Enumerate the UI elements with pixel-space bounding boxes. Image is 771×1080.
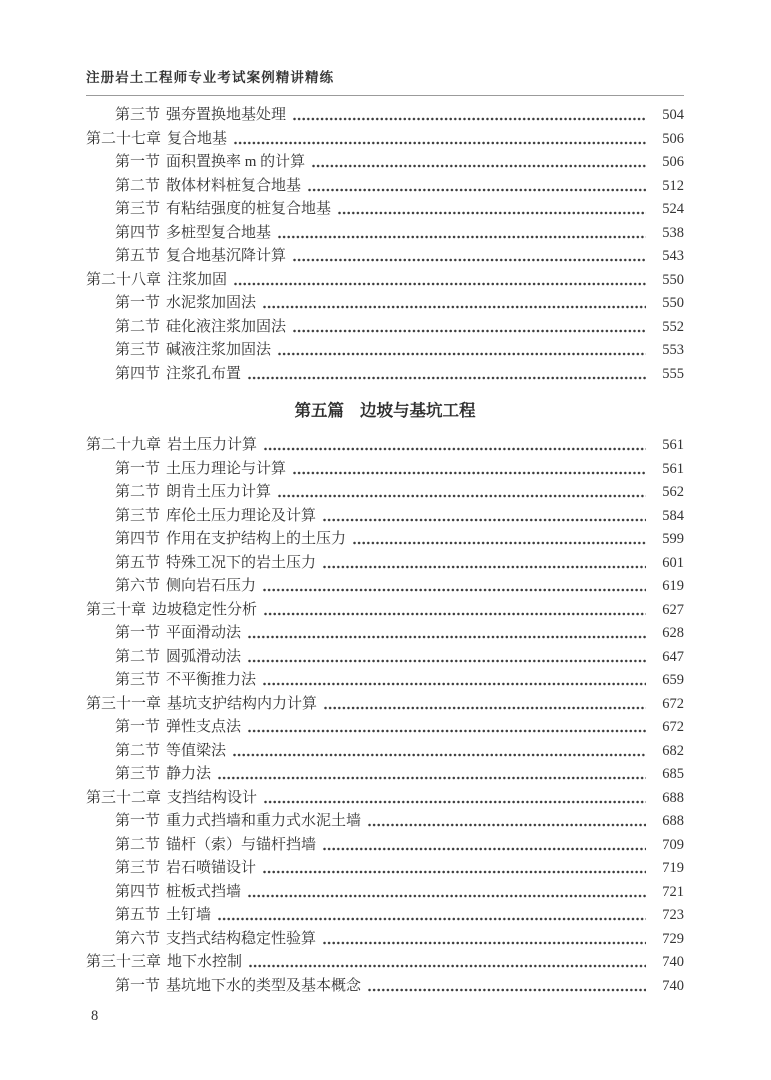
dot-leader [263, 305, 646, 310]
toc-row [86, 104, 684, 128]
toc-entry-label: 第一节 [115, 460, 161, 477]
toc-entry-title: 岩石喷锚设计 [166, 860, 257, 876]
toc-row [86, 269, 684, 293]
toc-row [86, 693, 684, 717]
toc-entry-page: 555 [662, 365, 684, 382]
toc-entry-page: 740 [662, 977, 684, 994]
toc-entry-page: 562 [662, 484, 684, 500]
toc-entry-page: 647 [662, 648, 684, 665]
toc-entry-page: 729 [662, 930, 684, 947]
toc-entry-title: 硅化液注浆加固法 [166, 318, 287, 335]
dot-leader [233, 753, 646, 758]
dot-leader [234, 141, 646, 146]
toc-entry-label: 第一节 [115, 295, 161, 311]
toc-entry-label: 第二节 [115, 484, 161, 500]
toc-row [86, 834, 684, 858]
toc-row [86, 575, 684, 599]
toc-entry-title: 不平衡推力法 [166, 672, 257, 688]
dot-leader [312, 164, 646, 169]
toc-row [86, 904, 684, 928]
toc-entry-page: 601 [662, 554, 684, 571]
dot-leader [323, 941, 646, 946]
toc-row [86, 975, 684, 999]
toc-entry-page: 512 [662, 177, 684, 194]
toc-entry-label: 第三节 [115, 766, 161, 782]
toc-entry-page: 506 [662, 130, 684, 147]
toc-row [86, 857, 684, 881]
dot-leader [218, 917, 646, 922]
dot-leader [278, 235, 646, 240]
toc-row [86, 763, 684, 787]
toc-entry-title: 水泥浆加固法 [166, 295, 257, 311]
toc-row [86, 175, 684, 199]
dot-leader [293, 329, 646, 334]
toc-entry-label: 第二十九章 [86, 437, 162, 453]
dot-leader [308, 188, 646, 193]
toc-entry-label: 第一节 [115, 719, 161, 735]
toc-row [86, 599, 684, 623]
dot-leader [248, 894, 646, 899]
toc-entry-page: 584 [662, 507, 684, 524]
toc-entry-title: 碱液注浆加固法 [166, 342, 272, 358]
dot-leader [264, 612, 646, 617]
page-number: 8 [91, 1008, 99, 1024]
toc-entry-label: 第四节 [115, 531, 161, 547]
toc-entry-label: 第三十章 [86, 601, 147, 618]
toc-entry-title: 库伦土压力理论及计算 [166, 507, 317, 524]
dot-leader [263, 588, 646, 593]
toc-entry-page: 538 [662, 224, 684, 241]
toc-entry-page: 628 [662, 625, 684, 641]
toc-entry-label: 第四节 [115, 883, 161, 900]
toc-entry-title: 土钉墙 [166, 907, 212, 923]
toc-entry-label: 第二节 [115, 177, 161, 194]
toc-entry-label: 第三节 [115, 507, 161, 524]
toc-entry-label: 第三节 [115, 672, 161, 688]
dot-leader [248, 376, 646, 381]
toc-entry-label: 第六节 [115, 578, 161, 594]
toc-entry-page: 672 [662, 719, 684, 735]
dot-leader [368, 823, 646, 828]
dot-leader [293, 258, 646, 263]
toc-entry-page: 561 [662, 437, 684, 453]
dot-leader [323, 847, 646, 852]
header-rule [86, 95, 684, 96]
toc-row [86, 810, 684, 834]
toc-row [86, 363, 684, 387]
toc-entry-title: 桩板式挡墙 [166, 883, 242, 900]
toc-entry-title: 散体材料桩复合地基 [166, 177, 302, 194]
toc-entry-page: 552 [662, 318, 684, 335]
dot-leader [248, 729, 646, 734]
dot-leader [263, 682, 646, 687]
toc-entry-page: 721 [662, 883, 684, 900]
toc-entry-page: 524 [662, 201, 684, 217]
toc-row [86, 434, 684, 458]
dot-leader [278, 494, 646, 499]
toc-row [86, 245, 684, 269]
toc-entry-label: 第三十一章 [86, 695, 162, 712]
toc-entry-label: 第三节 [115, 860, 161, 876]
toc-entry-title: 注浆加固 [167, 271, 228, 288]
dot-leader [248, 659, 646, 664]
part-heading-title: 边坡与基坑工程 [360, 401, 476, 420]
toc-entry-label: 第三十二章 [86, 789, 162, 806]
toc-entry-title: 岩土压力计算 [167, 437, 258, 453]
dot-leader [264, 800, 646, 805]
toc-entry-title: 锚杆（索）与锚杆挡墙 [166, 836, 317, 853]
toc-entry-label: 第一节 [115, 813, 161, 829]
toc-row [86, 292, 684, 316]
part-heading [86, 396, 684, 422]
running-header-title: 注册岩土工程师专业考试案例精讲精练 [86, 70, 335, 85]
dot-leader [368, 988, 646, 993]
toc-entry-page: 709 [662, 836, 684, 853]
toc-entry-page: 561 [662, 460, 684, 477]
toc-row [86, 151, 684, 175]
toc-entry-page: 682 [662, 742, 684, 759]
toc-row [86, 646, 684, 670]
toc-row [86, 316, 684, 340]
toc-entry-label: 第四节 [115, 365, 161, 382]
toc-entry-title: 静力法 [166, 766, 212, 782]
toc-entry-title: 支挡结构设计 [167, 789, 258, 806]
toc-row [86, 669, 684, 693]
toc-entry-page: 685 [662, 766, 684, 782]
dot-leader [249, 964, 646, 969]
toc-entry-label: 第四节 [115, 224, 161, 241]
dot-leader [324, 706, 646, 711]
toc-entry-title: 重力式挡墙和重力式水泥土墙 [166, 813, 362, 829]
toc-entry-title: 多桩型复合地基 [166, 224, 272, 241]
toc-entry-title: 地下水控制 [167, 954, 243, 970]
dot-leader [263, 870, 646, 875]
toc-entry-label: 第一节 [115, 154, 161, 170]
dot-leader [323, 518, 646, 523]
toc-entry-label: 第三十三章 [86, 954, 162, 970]
toc-entry-title: 平面滑动法 [166, 625, 242, 641]
dot-leader [293, 471, 646, 476]
toc-entry-page: 599 [662, 531, 684, 547]
toc-entry-title: 土压力理论与计算 [166, 460, 287, 477]
dot-leader [248, 635, 646, 640]
toc-entry-title: 特殊工况下的岩土压力 [166, 554, 317, 571]
toc-row [86, 458, 684, 482]
toc-entry-title: 面积置换率 m 的计算 [166, 154, 306, 170]
toc-entry-label: 第一节 [115, 977, 161, 994]
toc-entry-title: 弹性支点法 [166, 719, 242, 735]
toc-entry-label: 第二十八章 [86, 271, 162, 288]
toc-entry-title: 有粘结强度的桩复合地基 [166, 201, 332, 217]
toc-row [86, 505, 684, 529]
running-header [86, 70, 684, 96]
toc-entry-page: 550 [662, 271, 684, 288]
dot-leader [338, 211, 646, 216]
dot-leader [323, 565, 646, 570]
dot-leader [264, 447, 646, 452]
toc-entry-label: 第三节 [115, 201, 161, 217]
toc-entry-page: 740 [662, 954, 684, 970]
toc-entry-label: 第三节 [115, 107, 161, 123]
toc-entry-label: 第二节 [115, 648, 161, 665]
toc-entry-title: 侧向岩石压力 [166, 578, 257, 594]
toc-row [86, 951, 684, 975]
toc-entry-page: 550 [662, 295, 684, 311]
toc-entry-label: 第五节 [115, 248, 161, 264]
toc-entry-title: 强夯置换地基处理 [166, 107, 287, 123]
toc-entry-title: 基坑支护结构内力计算 [167, 695, 318, 712]
toc-entry-page: 553 [662, 342, 684, 358]
part-heading-label: 第五篇 [294, 401, 344, 420]
toc-row [86, 339, 684, 363]
toc-entry-title: 圆弧滑动法 [166, 648, 242, 665]
toc-entry-page: 659 [662, 672, 684, 688]
toc-entry-title: 朗肯土压力计算 [166, 484, 272, 500]
toc-row [86, 740, 684, 764]
toc-row [86, 222, 684, 246]
toc-entry-label: 第一节 [115, 625, 161, 641]
dot-leader [278, 352, 646, 357]
toc-entry-page: 672 [662, 695, 684, 712]
toc-entry-label: 第五节 [115, 554, 161, 571]
toc-entry-page: 719 [662, 860, 684, 876]
dot-leader [293, 117, 646, 122]
toc-entry-page: 506 [662, 154, 684, 170]
toc-row [86, 622, 684, 646]
toc-entry-title: 复合地基 [167, 130, 228, 147]
toc-entry-label: 第二节 [115, 318, 161, 335]
toc-entry-label: 第六节 [115, 930, 161, 947]
toc-entry-title: 复合地基沉降计算 [166, 248, 287, 264]
dot-leader [234, 282, 646, 287]
toc-entry-page: 504 [662, 107, 684, 123]
toc-entry-title: 作用在支护结构上的土压力 [166, 531, 347, 547]
toc-entry-page: 543 [662, 248, 684, 264]
toc-row [86, 716, 684, 740]
toc-entry-label: 第五节 [115, 907, 161, 923]
toc-entry-label: 第二十七章 [86, 130, 162, 147]
toc-entry-title: 边坡稳定性分析 [152, 601, 258, 618]
toc-row [86, 881, 684, 905]
toc-row [86, 528, 684, 552]
toc-entry-page: 688 [662, 789, 684, 806]
toc-row [86, 928, 684, 952]
toc-entry-label: 第二节 [115, 742, 161, 759]
toc-entry-page: 627 [662, 601, 684, 618]
toc-row [86, 481, 684, 505]
toc-row [86, 787, 684, 811]
toc-entry-title: 注浆孔布置 [166, 365, 242, 382]
toc-entry-page: 688 [662, 813, 684, 829]
toc-entry-title: 支挡式结构稳定性验算 [166, 930, 317, 947]
toc-entry-page: 723 [662, 907, 684, 923]
toc-row [86, 552, 684, 576]
toc-entry-label: 第二节 [115, 836, 161, 853]
toc-row [86, 128, 684, 152]
toc-entry-page: 619 [662, 578, 684, 594]
toc-row [86, 198, 684, 222]
dot-leader [353, 541, 646, 546]
toc-list [86, 104, 684, 998]
toc-entry-title: 等值梁法 [166, 742, 227, 759]
toc-entry-label: 第三节 [115, 342, 161, 358]
dot-leader [218, 776, 646, 781]
toc-entry-title: 基坑地下水的类型及基本概念 [166, 977, 362, 994]
